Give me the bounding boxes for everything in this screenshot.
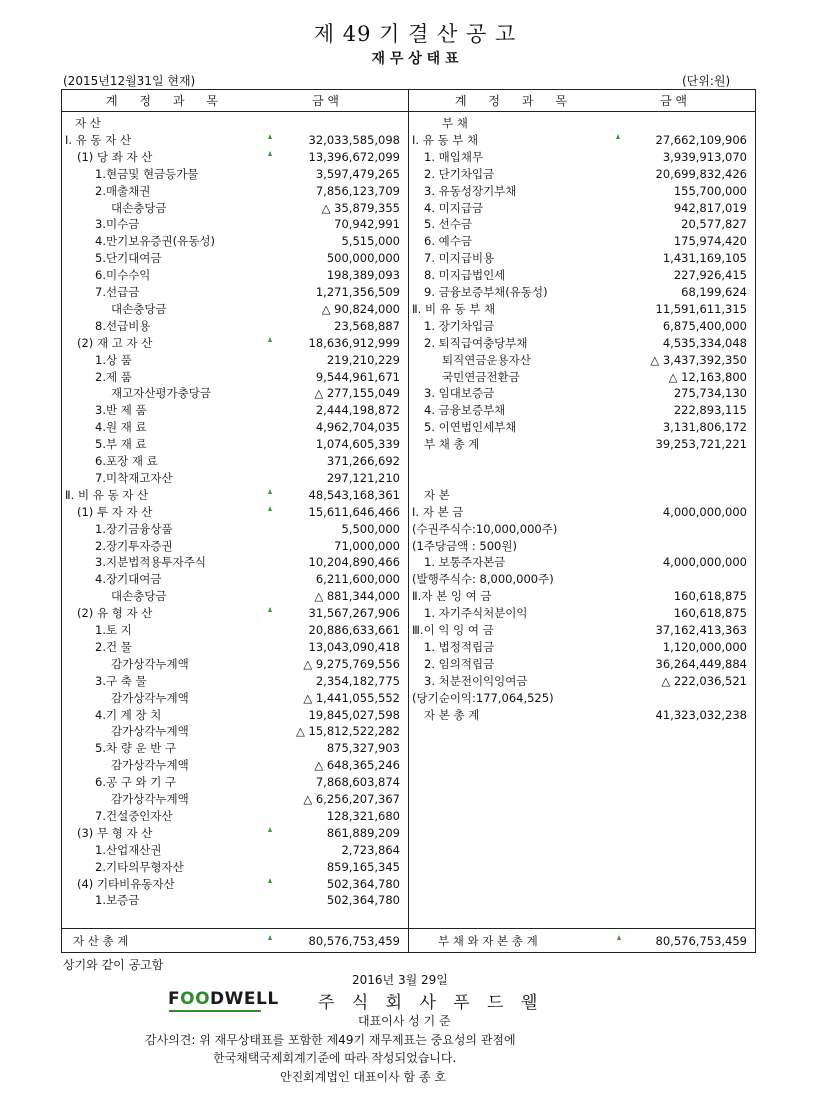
account-label: 부 채 [442, 116, 468, 130]
account-amount: △ 15,812,522,282 [296, 724, 400, 739]
asset-row [61, 166, 408, 183]
liab-equity-row [408, 335, 756, 352]
total-assets-label: 자 산 총 계 [73, 934, 129, 948]
account-amount: 20,577,827 [681, 217, 747, 232]
asset-row [61, 284, 408, 301]
account-label: 2.매출채권 [95, 183, 151, 198]
asset-row [61, 402, 408, 419]
account-amount: △ 35,879,355 [321, 200, 400, 215]
notice-text: 상기와 같이 공고함 [63, 958, 164, 972]
account-label: 2.제 품 [95, 369, 132, 384]
asset-row [61, 250, 408, 267]
account-amount: 3,131,806,172 [662, 420, 747, 435]
account-amount: 37,162,413,363 [655, 623, 747, 637]
account-label: 5.차 량 운 반 구 [95, 741, 177, 756]
account-amount: 6,875,400,000 [662, 318, 747, 333]
account-amount: 160,618,875 [673, 606, 747, 621]
liab-equity-row [408, 504, 756, 521]
account-label: 1.산업재산권 [95, 842, 162, 857]
account-amount: 222,893,115 [673, 403, 747, 418]
account-amount: 23,568,887 [334, 318, 400, 333]
account-label: 대손충당금 [111, 200, 167, 215]
liab-equity-row [408, 538, 756, 555]
account-label: 감가상각누계액 [111, 792, 189, 806]
account-amount: 15,611,646,466 [308, 504, 400, 519]
account-label: 5.단기대여금 [95, 251, 162, 266]
account-amount: 70,942,991 [334, 217, 400, 232]
total-liab-equity-label: 부 채 와 자 본 총 계 [438, 934, 538, 948]
account-label: Ⅰ. 유 동 부 채 [412, 132, 479, 147]
asset-row [61, 538, 408, 555]
account-label: 6.공 구 와 기 구 [95, 775, 177, 790]
account-label: 5.부 재 료 [95, 437, 147, 452]
account-amount: 36,264,449,884 [655, 656, 747, 671]
liab-equity-row [408, 656, 756, 673]
liab-equity-row [408, 673, 756, 690]
header-divider [61, 111, 756, 112]
account-amount: 160,618,875 [673, 589, 747, 604]
asset-row [61, 369, 408, 386]
asset-row [61, 791, 408, 808]
asset-row [61, 605, 408, 622]
liab-equity-row [408, 352, 756, 369]
account-amount: 11,591,611,315 [655, 301, 747, 316]
account-amount: △ 12,163,800 [668, 369, 747, 384]
account-label: 4.원 재 료 [95, 420, 147, 435]
account-amount: 3,597,479,265 [315, 166, 400, 181]
asset-row [61, 233, 408, 250]
account-amount: 1,120,000,000 [662, 639, 747, 654]
asset-row [61, 504, 408, 521]
account-amount: 41,323,032,238 [655, 707, 747, 722]
account-label: 7.미착재고자산 [95, 470, 173, 485]
check-mark-icon [268, 607, 272, 612]
account-label: 1. 장기차입금 [424, 318, 495, 333]
ceo-name: 대표이사 성 기 준 [358, 1014, 451, 1028]
audit-opinion-line1: 감사의견: 위 재무상태표를 포함한 제49기 재무제표는 중요성의 관점에 [145, 1033, 516, 1047]
account-label: 대손충당금 [111, 589, 167, 604]
asset-row [61, 521, 408, 538]
account-amount: 10,204,890,466 [308, 555, 400, 570]
account-label: (4) 기타비유동자산 [77, 876, 175, 891]
left-header-account: 계 정 과 목 [106, 94, 227, 108]
company-name: 주 식 회 사 푸 드 웰 [318, 993, 544, 1013]
account-amount: 4,000,000,000 [662, 504, 747, 519]
account-label: 1. 자기주식처분이익 [424, 606, 528, 621]
account-label: 6. 예수금 [424, 234, 472, 249]
account-label: (수권주식수:10,000,000주) [412, 521, 558, 536]
account-label: 1.장기금융상품 [95, 521, 173, 536]
account-label: 2. 임의적립금 [424, 656, 495, 671]
asset-row [61, 876, 408, 893]
account-label: 7.선급금 [95, 285, 140, 299]
asset-row [61, 267, 408, 284]
liab-equity-row [408, 487, 756, 504]
account-label: 1. 보통주자본금 [424, 555, 506, 570]
liab-equity-row [408, 132, 756, 149]
account-amount: 68,199,624 [681, 285, 747, 299]
account-amount: 5,515,000 [341, 234, 400, 249]
totals-divider [61, 928, 756, 929]
check-mark-icon [268, 935, 272, 940]
total-liab-equity-amount: 80,576,753,459 [655, 934, 747, 948]
asset-row [61, 842, 408, 859]
account-label: 5. 선수금 [424, 217, 472, 232]
account-amount: 19,845,027,598 [308, 707, 400, 722]
auditor-signature: 안진회계법인 대표이사 함 종 호 [280, 1070, 446, 1084]
asset-row [61, 470, 408, 487]
account-label: 자 산 [75, 116, 101, 130]
account-label: 9. 금융보증부채(유동성) [424, 285, 548, 299]
asset-row [61, 149, 408, 166]
account-label: 감가상각누계액 [111, 656, 189, 671]
account-label: Ⅱ. 비 유 동 부 채 [412, 301, 496, 316]
account-label: (2) 재 고 자 산 [77, 335, 153, 350]
account-amount: △ 1,441,055,552 [303, 690, 400, 705]
total-liab-equity-row [408, 933, 756, 950]
account-amount: 7,856,123,709 [315, 183, 400, 198]
liab-equity-row [408, 470, 756, 487]
account-amount: 175,974,420 [673, 234, 747, 249]
asset-row [61, 673, 408, 690]
account-amount: 942,817,019 [673, 200, 747, 215]
account-label: 6.미수수익 [95, 268, 151, 283]
liab-equity-row [408, 250, 756, 267]
liab-equity-row [408, 521, 756, 538]
right-header-account: 계 정 과 목 [455, 94, 576, 108]
account-amount: 48,543,168,361 [308, 487, 400, 502]
asset-row [61, 301, 408, 318]
account-amount: 3,939,913,070 [662, 149, 747, 164]
asset-row [61, 115, 408, 132]
liab-equity-row [408, 216, 756, 233]
asset-row [61, 200, 408, 217]
liab-equity-row [408, 419, 756, 436]
account-label: 1. 법정적립금 [424, 639, 495, 654]
asset-row [61, 571, 408, 588]
asset-row [61, 707, 408, 724]
account-amount: 198,389,093 [326, 268, 400, 283]
asset-row [61, 723, 408, 740]
account-label: 3. 유동성장기부채 [424, 183, 517, 198]
account-amount: 1,431,169,105 [662, 251, 747, 266]
account-amount: △ 648,365,246 [314, 758, 400, 773]
account-amount: 502,364,780 [326, 876, 400, 891]
account-amount: 39,253,721,221 [655, 437, 747, 452]
account-amount: △ 881,344,000 [314, 589, 400, 604]
asset-row [61, 690, 408, 707]
liab-equity-row [408, 284, 756, 301]
liab-equity-row [408, 707, 756, 724]
liab-equity-row [408, 639, 756, 656]
account-label: 1.토 지 [95, 623, 132, 637]
account-label: 부 채 총 계 [424, 437, 480, 452]
account-amount: △ 6,256,207,367 [303, 792, 400, 806]
account-amount: 155,700,000 [673, 183, 747, 198]
account-label: 2.기타의무형자산 [95, 859, 184, 874]
account-amount: 1,074,605,339 [315, 437, 400, 452]
account-label: 자 본 [424, 487, 450, 502]
account-amount: 31,567,267,906 [308, 606, 400, 621]
report-date: (2015년12월31일 현재) [63, 74, 196, 88]
asset-row [61, 740, 408, 757]
account-label: 8. 미지급법인세 [424, 268, 506, 283]
account-label: (당기순이익:177,064,525) [412, 690, 554, 705]
account-label: (1) 당 좌 자 산 [77, 149, 153, 164]
liab-equity-row [408, 622, 756, 639]
account-label: (1) 투 자 자 산 [77, 504, 153, 519]
account-label: (3) 무 형 자 산 [77, 825, 153, 840]
account-label: 2. 퇴직급여충당부채 [424, 335, 528, 350]
account-amount: 13,043,090,418 [308, 639, 400, 654]
liab-equity-row [408, 149, 756, 166]
check-mark-icon [268, 151, 272, 156]
account-amount: 371,266,692 [326, 454, 400, 468]
statement-subtitle: 재 무 상 태 표 [371, 51, 459, 67]
asset-row [61, 183, 408, 200]
account-label: 3.미수금 [95, 217, 140, 232]
asset-row [61, 757, 408, 774]
account-label: Ⅲ.이 익 잉 여 금 [412, 623, 494, 637]
account-amount: 5,500,000 [341, 521, 400, 536]
account-label: 1. 매입채무 [424, 149, 484, 164]
liab-equity-row [408, 115, 756, 132]
account-amount: △ 3,437,392,350 [650, 352, 747, 367]
account-amount: 4,962,704,035 [315, 420, 400, 435]
account-label: 4. 금융보증부채 [424, 403, 506, 418]
account-label: 퇴직연금운용자산 [442, 352, 531, 367]
asset-row [61, 588, 408, 605]
asset-row [61, 352, 408, 369]
account-amount: 6,211,600,000 [315, 572, 400, 587]
asset-row [61, 622, 408, 639]
liab-equity-row [408, 571, 756, 588]
check-mark-icon [268, 134, 272, 139]
account-amount: 20,699,832,426 [655, 166, 747, 181]
account-amount: 4,535,334,048 [662, 335, 747, 350]
account-amount: 71,000,000 [334, 538, 400, 553]
liab-equity-row [408, 166, 756, 183]
account-amount: 227,926,415 [673, 268, 747, 283]
left-header-amount: 금 액 [312, 94, 339, 108]
liab-equity-row [408, 318, 756, 335]
asset-row [61, 419, 408, 436]
liab-equity-row [408, 436, 756, 453]
account-amount: 4,000,000,000 [662, 555, 747, 570]
total-assets-row [61, 933, 408, 950]
account-label: 4.장기대여금 [95, 572, 162, 587]
account-label: 7. 미지급비용 [424, 251, 495, 266]
check-mark-icon [268, 489, 272, 494]
check-mark-icon [268, 337, 272, 342]
account-amount: 20,886,633,661 [308, 623, 400, 637]
liab-equity-row [408, 369, 756, 386]
liab-equity-row [408, 301, 756, 318]
right-header-amount: 금 액 [660, 94, 687, 108]
account-amount: 275,734,130 [673, 386, 747, 401]
account-label: Ⅰ. 자 본 금 [412, 504, 464, 519]
asset-row [61, 385, 408, 402]
account-label: 감가상각누계액 [111, 724, 189, 739]
total-assets-amount: 80,576,753,459 [308, 934, 400, 948]
account-label: 4.기 계 장 치 [95, 707, 162, 722]
asset-row [61, 554, 408, 571]
account-label: 6.포장 재 료 [95, 454, 158, 468]
asset-row [61, 639, 408, 656]
account-amount: △ 277,155,049 [314, 386, 400, 401]
account-amount: 2,444,198,872 [315, 403, 400, 418]
audit-opinion-line2: 한국채택국제회계기준에 따라 작성되었습니다. [213, 1051, 457, 1065]
liab-equity-row [408, 554, 756, 571]
account-amount: 2,354,182,775 [315, 673, 400, 688]
account-label: 1.현금및 현금등가물 [95, 166, 199, 181]
account-label: 1.보증금 [95, 893, 140, 908]
account-label: 대손충당금 [111, 301, 167, 316]
liab-equity-row [408, 267, 756, 284]
account-amount: 502,364,780 [326, 893, 400, 908]
asset-row [61, 825, 408, 842]
account-amount: △ 222,036,521 [661, 673, 747, 688]
check-mark-icon [268, 878, 272, 883]
account-label: (1주당금액 : 500원) [412, 538, 517, 553]
account-amount: 500,000,000 [326, 251, 400, 266]
account-label: (발행주식수: 8,000,000주) [412, 572, 554, 587]
account-label: 3.지분법적용투자주식 [95, 555, 206, 570]
check-mark-icon [268, 506, 272, 511]
liab-equity-row [408, 605, 756, 622]
account-amount: 7,868,603,874 [315, 775, 400, 790]
account-label: 7.건설중인자산 [95, 808, 173, 823]
asset-row [61, 453, 408, 470]
account-label: Ⅰ. 유 동 자 산 [65, 132, 132, 147]
account-label: 4.만기보유증권(유동성) [95, 234, 215, 249]
account-label: 자 본 총 계 [424, 707, 480, 722]
account-amount: 18,636,912,999 [308, 335, 400, 350]
account-label: 5. 이연법인세부채 [424, 420, 517, 435]
account-amount: 27,662,109,906 [655, 132, 747, 147]
liab-equity-row [408, 453, 756, 470]
account-amount: 128,321,680 [326, 808, 400, 823]
account-label: 8.선급비용 [95, 318, 151, 333]
asset-row [61, 132, 408, 149]
check-mark-icon [268, 827, 272, 832]
account-amount: 13,396,672,099 [308, 149, 400, 164]
account-amount: 219,210,229 [326, 352, 400, 367]
account-amount: 861,889,209 [326, 825, 400, 840]
account-label: 국민연금전환금 [442, 369, 520, 384]
account-label: 3.반 제 품 [95, 403, 147, 418]
account-label: 3.구 축 물 [95, 673, 147, 688]
account-label: 3. 임대보증금 [424, 386, 495, 401]
account-label: 3. 처분전이익잉여금 [424, 673, 528, 688]
asset-row [61, 216, 408, 233]
asset-row [61, 808, 408, 825]
asset-row [61, 656, 408, 673]
liab-equity-row [408, 200, 756, 217]
account-amount: 2,723,864 [341, 842, 400, 857]
account-amount: 875,327,903 [326, 741, 400, 756]
liab-equity-row [408, 588, 756, 605]
account-amount: △ 90,824,000 [321, 301, 400, 316]
account-amount: 9,544,961,671 [315, 369, 400, 384]
account-amount: 297,121,210 [326, 470, 400, 485]
unit-label: (단위:원) [682, 74, 731, 88]
asset-row [61, 859, 408, 876]
liab-equity-row [408, 690, 756, 707]
account-label: 재고자산평가충당금 [111, 386, 211, 401]
account-label: 2.건 물 [95, 639, 132, 654]
check-mark-icon [617, 935, 621, 940]
asset-row [61, 318, 408, 335]
logo-underline [169, 1010, 261, 1012]
liab-equity-row [408, 183, 756, 200]
asset-row [61, 892, 408, 909]
asset-row [61, 436, 408, 453]
page-title: 제 49 기 결 산 공 고 [313, 22, 517, 46]
asset-row [61, 774, 408, 791]
account-label: 1.상 품 [95, 352, 132, 367]
account-label: 2. 단기차입금 [424, 166, 495, 181]
company-logo: FOODWELL [168, 989, 279, 1009]
account-label: 4. 미지급금 [424, 200, 484, 215]
account-label: Ⅱ.자 본 잉 여 금 [412, 589, 492, 604]
account-label: Ⅱ. 비 유 동 자 산 [65, 487, 149, 502]
account-label: 감가상각누계액 [111, 758, 189, 773]
asset-row [61, 335, 408, 352]
account-label: (2) 유 형 자 산 [77, 606, 153, 621]
account-amount: △ 9,275,769,556 [303, 656, 400, 671]
account-amount: 1,271,356,509 [315, 285, 400, 299]
liab-equity-row [408, 385, 756, 402]
liab-equity-row [408, 402, 756, 419]
account-amount: 859,165,345 [326, 859, 400, 874]
account-label: 2.장기투자증권 [95, 538, 173, 553]
account-label: 감가상각누계액 [111, 690, 189, 705]
notice-date: 2016년 3월 29일 [352, 973, 448, 987]
account-amount: 32,033,585,098 [308, 132, 400, 147]
asset-row [61, 487, 408, 504]
liab-equity-row [408, 233, 756, 250]
